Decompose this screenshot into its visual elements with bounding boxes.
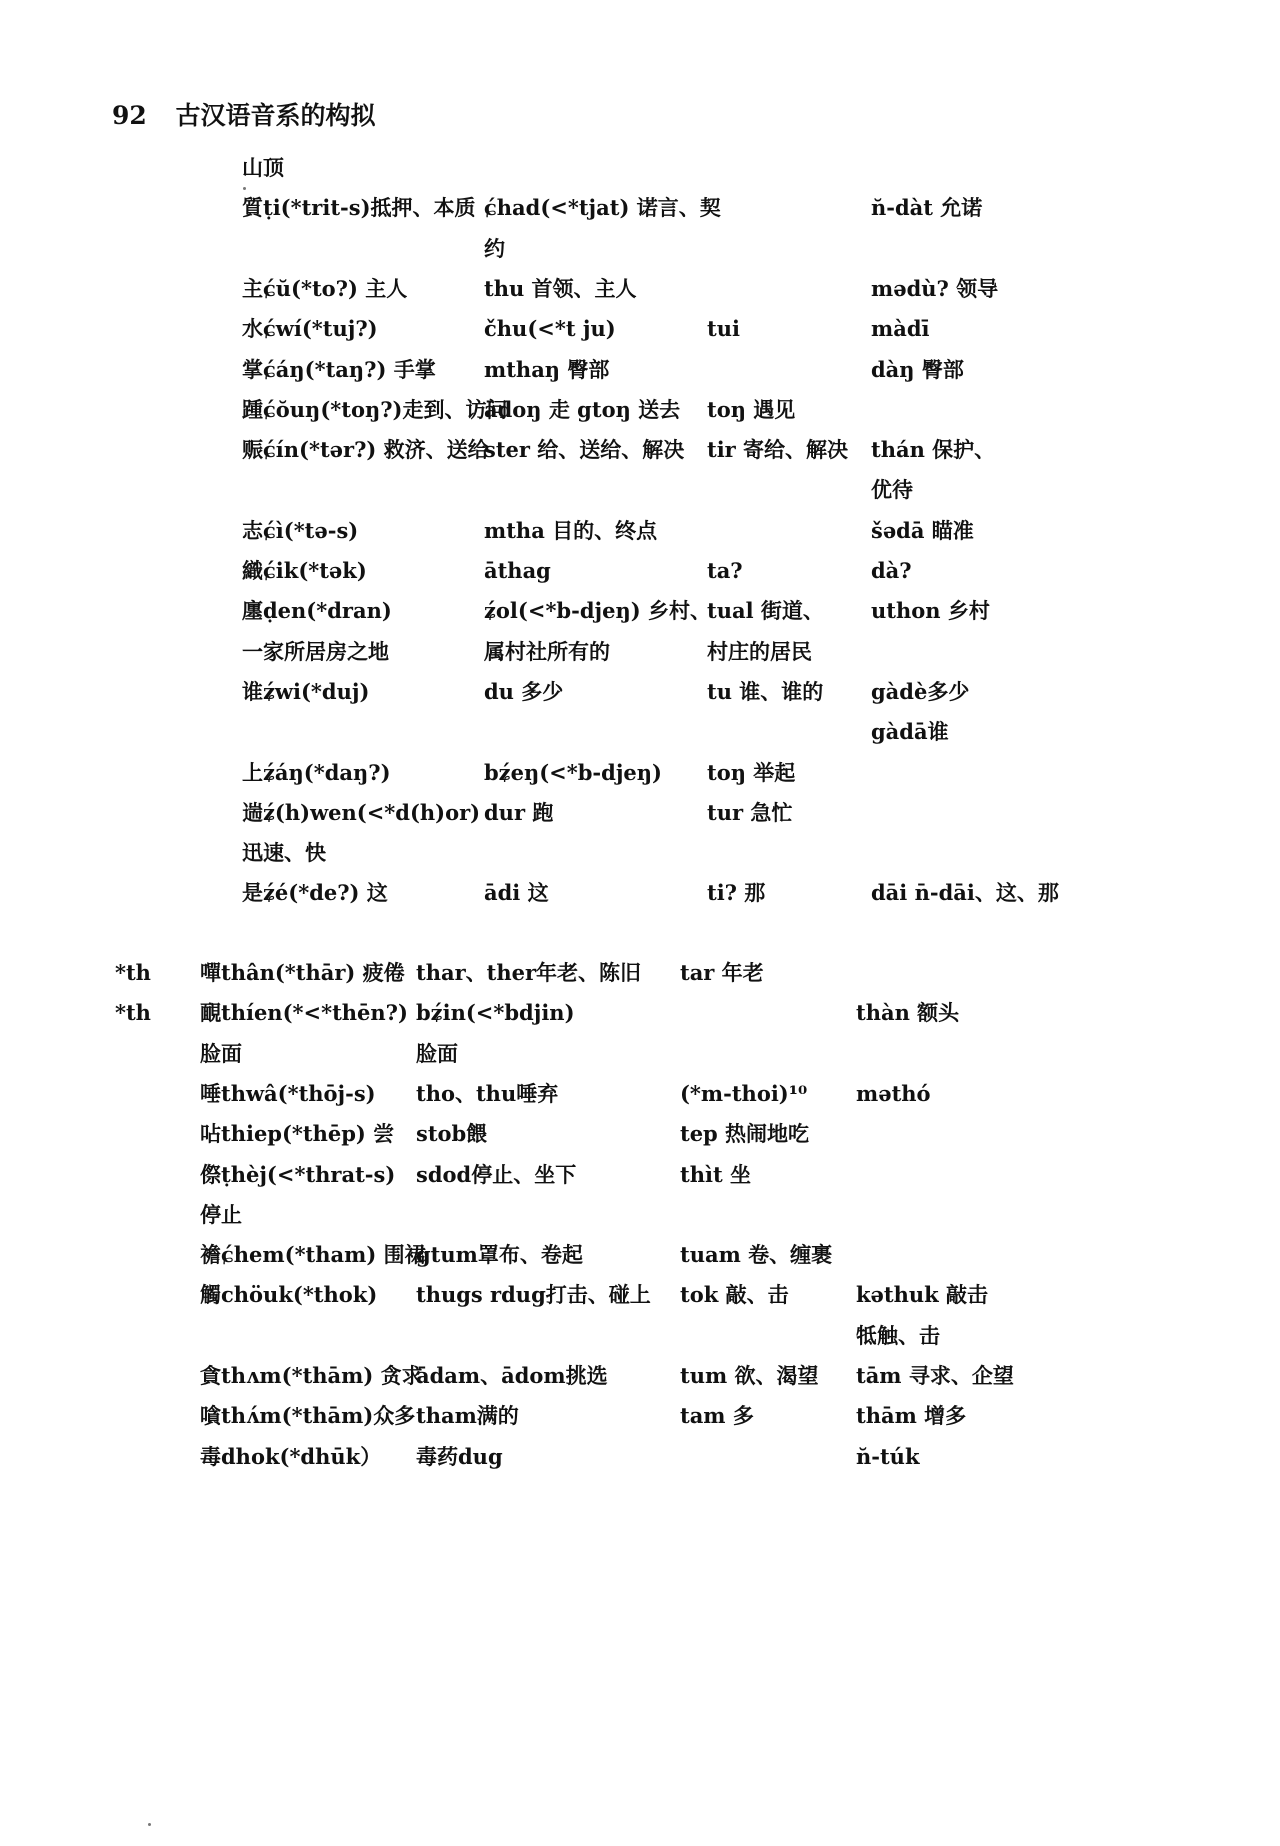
tibetan-cell: ster 给、送给、解决 — [484, 437, 685, 463]
chinese-form-cell: 停止 — [200, 1201, 242, 1227]
tibetan-cell: ʑ́ol(<*b-djeŋ) 乡村、 — [484, 598, 711, 624]
table-row — [0, 753, 1280, 793]
lushai-cell: màdī — [871, 316, 930, 342]
table-row — [0, 350, 1280, 390]
kuki-chin-cell: tur 急忙 — [707, 799, 793, 825]
tibetan-cell: bʑ́in(<*bdjin) — [416, 1000, 575, 1026]
lushai-cell: n̆-dàt 允诺 — [871, 195, 983, 221]
chinese-form-cell: 廛ḍen(*dran) — [242, 598, 392, 624]
lushai-cell: gàdā谁 — [871, 719, 949, 745]
table-row — [0, 993, 1280, 1033]
table-row — [0, 1074, 1280, 1114]
tibetan-cell: 脸面 — [416, 1040, 458, 1066]
table-row — [0, 1275, 1280, 1315]
kuki-chin-cell: tuam 卷、缠裹 — [680, 1242, 833, 1268]
chinese-form-cell: 唾thwâ(*thōj-s) — [200, 1080, 376, 1106]
table-row — [0, 833, 1280, 873]
tibetan-cell: tham满的 — [416, 1403, 519, 1429]
kuki-chin-cell: thìt 坐 — [680, 1161, 751, 1187]
chinese-form-cell: 是ʑ́é(*de?) 这 — [242, 880, 388, 906]
chinese-form-cell: 毒dhok(*dhūk） — [200, 1443, 382, 1469]
chinese-form-cell: 迅速、快 — [242, 840, 326, 866]
tibetan-cell: ādi 这 — [484, 880, 549, 906]
table-row — [0, 1396, 1280, 1436]
page-number: 92 — [112, 101, 147, 130]
tibetan-cell: mtha 目的、终点 — [484, 517, 658, 543]
tibetan-cell: thar、ther年老、陈旧 — [416, 960, 642, 985]
chinese-form-cell: 貪thʌm(*thām) 贪求 — [200, 1363, 423, 1388]
lushai-cell: mədù? 领导 — [871, 275, 999, 301]
chinese-form-cell: 觸chöuk(*thok) — [200, 1282, 378, 1308]
tibetan-cell: čhu(<*t ju) — [484, 316, 616, 342]
lushai-cell: dāi n̄-dāi、这、那 — [871, 880, 1059, 906]
tibetan-cell: 毒药dug — [416, 1443, 503, 1469]
chinese-form-cell: 襜ɕ́hem(*tham) 围裙 — [200, 1242, 426, 1268]
kuki-chin-cell: tam 多 — [680, 1403, 754, 1429]
tibetan-cell: 属村社所有的 — [484, 638, 610, 664]
kuki-chin-cell: toŋ 举起 — [707, 759, 796, 785]
lushai-cell: dàŋ 臀部 — [871, 356, 964, 382]
tibetan-cell: ādoŋ 走 gtoŋ 送去 — [484, 396, 681, 422]
scan-speck — [148, 1823, 151, 1826]
table-row — [0, 390, 1280, 430]
table-row — [0, 1155, 1280, 1195]
chinese-form-cell: 志ɕ́ì(*tə-s) — [242, 517, 359, 543]
table-row — [0, 269, 1280, 309]
lushai-cell: thán 保护、 — [871, 437, 996, 463]
kuki-chin-cell: tum 欲、渴望 — [680, 1363, 819, 1388]
table-row — [0, 1356, 1280, 1396]
kuki-chin-cell: tep 热闹地吃 — [680, 1121, 810, 1147]
table-row — [0, 430, 1280, 470]
lushai-cell: n̆-túk — [856, 1443, 920, 1469]
kuki-chin-cell: tir 寄给、解决 — [707, 437, 849, 463]
table-row — [0, 470, 1280, 510]
table-row — [0, 1316, 1280, 1356]
table-row — [0, 148, 1280, 188]
chinese-form-cell: 嗿thʌ́m(*thām)众多 — [200, 1403, 416, 1429]
table-row — [0, 1114, 1280, 1154]
chinese-form-cell: 脸面 — [200, 1040, 242, 1066]
kuki-chin-cell: tual 街道、 — [707, 598, 824, 624]
kuki-chin-cell: 村庄的居民 — [707, 638, 812, 664]
tibetan-cell: sdod停止、坐下 — [416, 1161, 577, 1187]
lushai-cell: thām 增多 — [856, 1403, 967, 1429]
chinese-form-cell: 一家所居房之地 — [242, 638, 389, 664]
table-row — [0, 1235, 1280, 1275]
initial-label: *th — [115, 1000, 151, 1026]
lushai-cell: uthon 乡村 — [871, 598, 990, 624]
chinese-form-cell: 主ɕ́ŭ(*to?) 主人 — [242, 275, 408, 301]
tibetan-cell: thugs rdug打击、碰上 — [416, 1282, 651, 1308]
lushai-cell: 牴触、击 — [856, 1322, 940, 1348]
lushai-cell: gàdè多少 — [871, 678, 970, 704]
lushai-cell: məthó — [856, 1080, 931, 1106]
tibetan-cell: 约 — [484, 235, 505, 261]
chinese-form-cell: 質ṭi(*trit-s)抵押、本质 — [242, 195, 476, 221]
kuki-chin-cell: ti? 那 — [707, 880, 766, 906]
table-row — [0, 309, 1280, 349]
chinese-form-cell: 赈ɕ́ín(*tər?) 救济、送给 — [242, 437, 489, 463]
tibetan-cell: ɕ́had(<*tjat) 诺言、契 — [484, 195, 721, 221]
chinese-form-cell: 谁ʑ́wi(*duj) — [242, 678, 370, 704]
table-row — [0, 953, 1280, 993]
page-header — [112, 96, 376, 132]
table-row — [0, 632, 1280, 672]
kuki-chin-cell: toŋ 遇见 — [707, 396, 796, 422]
tibetan-cell: ādam、ādom挑选 — [416, 1363, 608, 1388]
kuki-chin-cell: tok 敲、击 — [680, 1282, 789, 1308]
chinese-form-cell: 踵ɕ́ŏuŋ(*toŋ?)走到、访问 — [242, 396, 508, 422]
table-row — [0, 1437, 1280, 1477]
table-row — [0, 511, 1280, 551]
chinese-form-cell: 傺ṭhèj(<*thrat-s) — [200, 1161, 396, 1187]
kuki-chin-cell: (*m-thoi)¹⁰ — [680, 1080, 808, 1106]
tibetan-cell: gtum罩布、卷起 — [416, 1242, 583, 1268]
tibetan-cell: stob餵 — [416, 1121, 488, 1147]
tibetan-cell: du 多少 — [484, 678, 564, 704]
chinese-form-cell: 嘽thân(*thār) 疲倦 — [200, 960, 405, 985]
lushai-cell: tām 寻求、企望 — [856, 1363, 1014, 1388]
initial-label: *th — [115, 960, 151, 985]
chinese-form-cell: 靦thíen(*<*thēn?) — [200, 1000, 408, 1026]
chinese-form-cell: 上ʑ́áŋ(*daŋ?) — [242, 759, 391, 785]
table-row — [0, 188, 1280, 228]
tibetan-cell: bʑ́eŋ(<*b-djeŋ) — [484, 759, 662, 785]
chinese-form-cell: 遄ʑ́(h)wen(<*d(h)or) — [242, 799, 481, 825]
kuki-chin-cell: tar 年老 — [680, 960, 764, 985]
table-row — [0, 551, 1280, 591]
kuki-chin-cell: tu 谁、谁的 — [707, 678, 824, 704]
tibetan-cell: dur 跑 — [484, 799, 554, 825]
lushai-cell: kəthuk 敲击 — [856, 1282, 989, 1308]
tibetan-cell: tho、thu唾弃 — [416, 1080, 559, 1106]
chinese-form-cell: 掌ɕ́áŋ(*taŋ?) 手掌 — [242, 356, 436, 382]
table-row — [0, 873, 1280, 913]
lushai-cell: 优待 — [871, 477, 913, 503]
table-row — [0, 229, 1280, 269]
table-row — [0, 712, 1280, 752]
tibetan-cell: āthag — [484, 558, 551, 583]
table-row — [0, 591, 1280, 631]
lushai-cell: thàn 额头 — [856, 1000, 960, 1026]
lushai-cell: dà? — [871, 558, 912, 583]
lushai-cell: šədā 瞄准 — [871, 517, 974, 543]
table-row — [0, 793, 1280, 833]
book-title: 古汉语音系的构拟 — [175, 101, 376, 130]
table-row — [0, 1195, 1280, 1235]
chinese-form-cell: 山顶 — [242, 155, 284, 180]
table-row — [0, 1034, 1280, 1074]
kuki-chin-cell: tui — [707, 316, 740, 342]
chinese-form-cell: 織ɕ́ik(*tək) — [242, 558, 367, 583]
tibetan-cell: mthaŋ 臀部 — [484, 356, 610, 382]
tibetan-cell: thu 首领、主人 — [484, 275, 637, 301]
chinese-form-cell: 水ɕ́wí(*tuj?) — [242, 316, 378, 342]
chinese-form-cell: 呫thiep(*thēp) 尝 — [200, 1121, 395, 1147]
table-row — [0, 672, 1280, 712]
kuki-chin-cell: ta? — [707, 558, 743, 583]
